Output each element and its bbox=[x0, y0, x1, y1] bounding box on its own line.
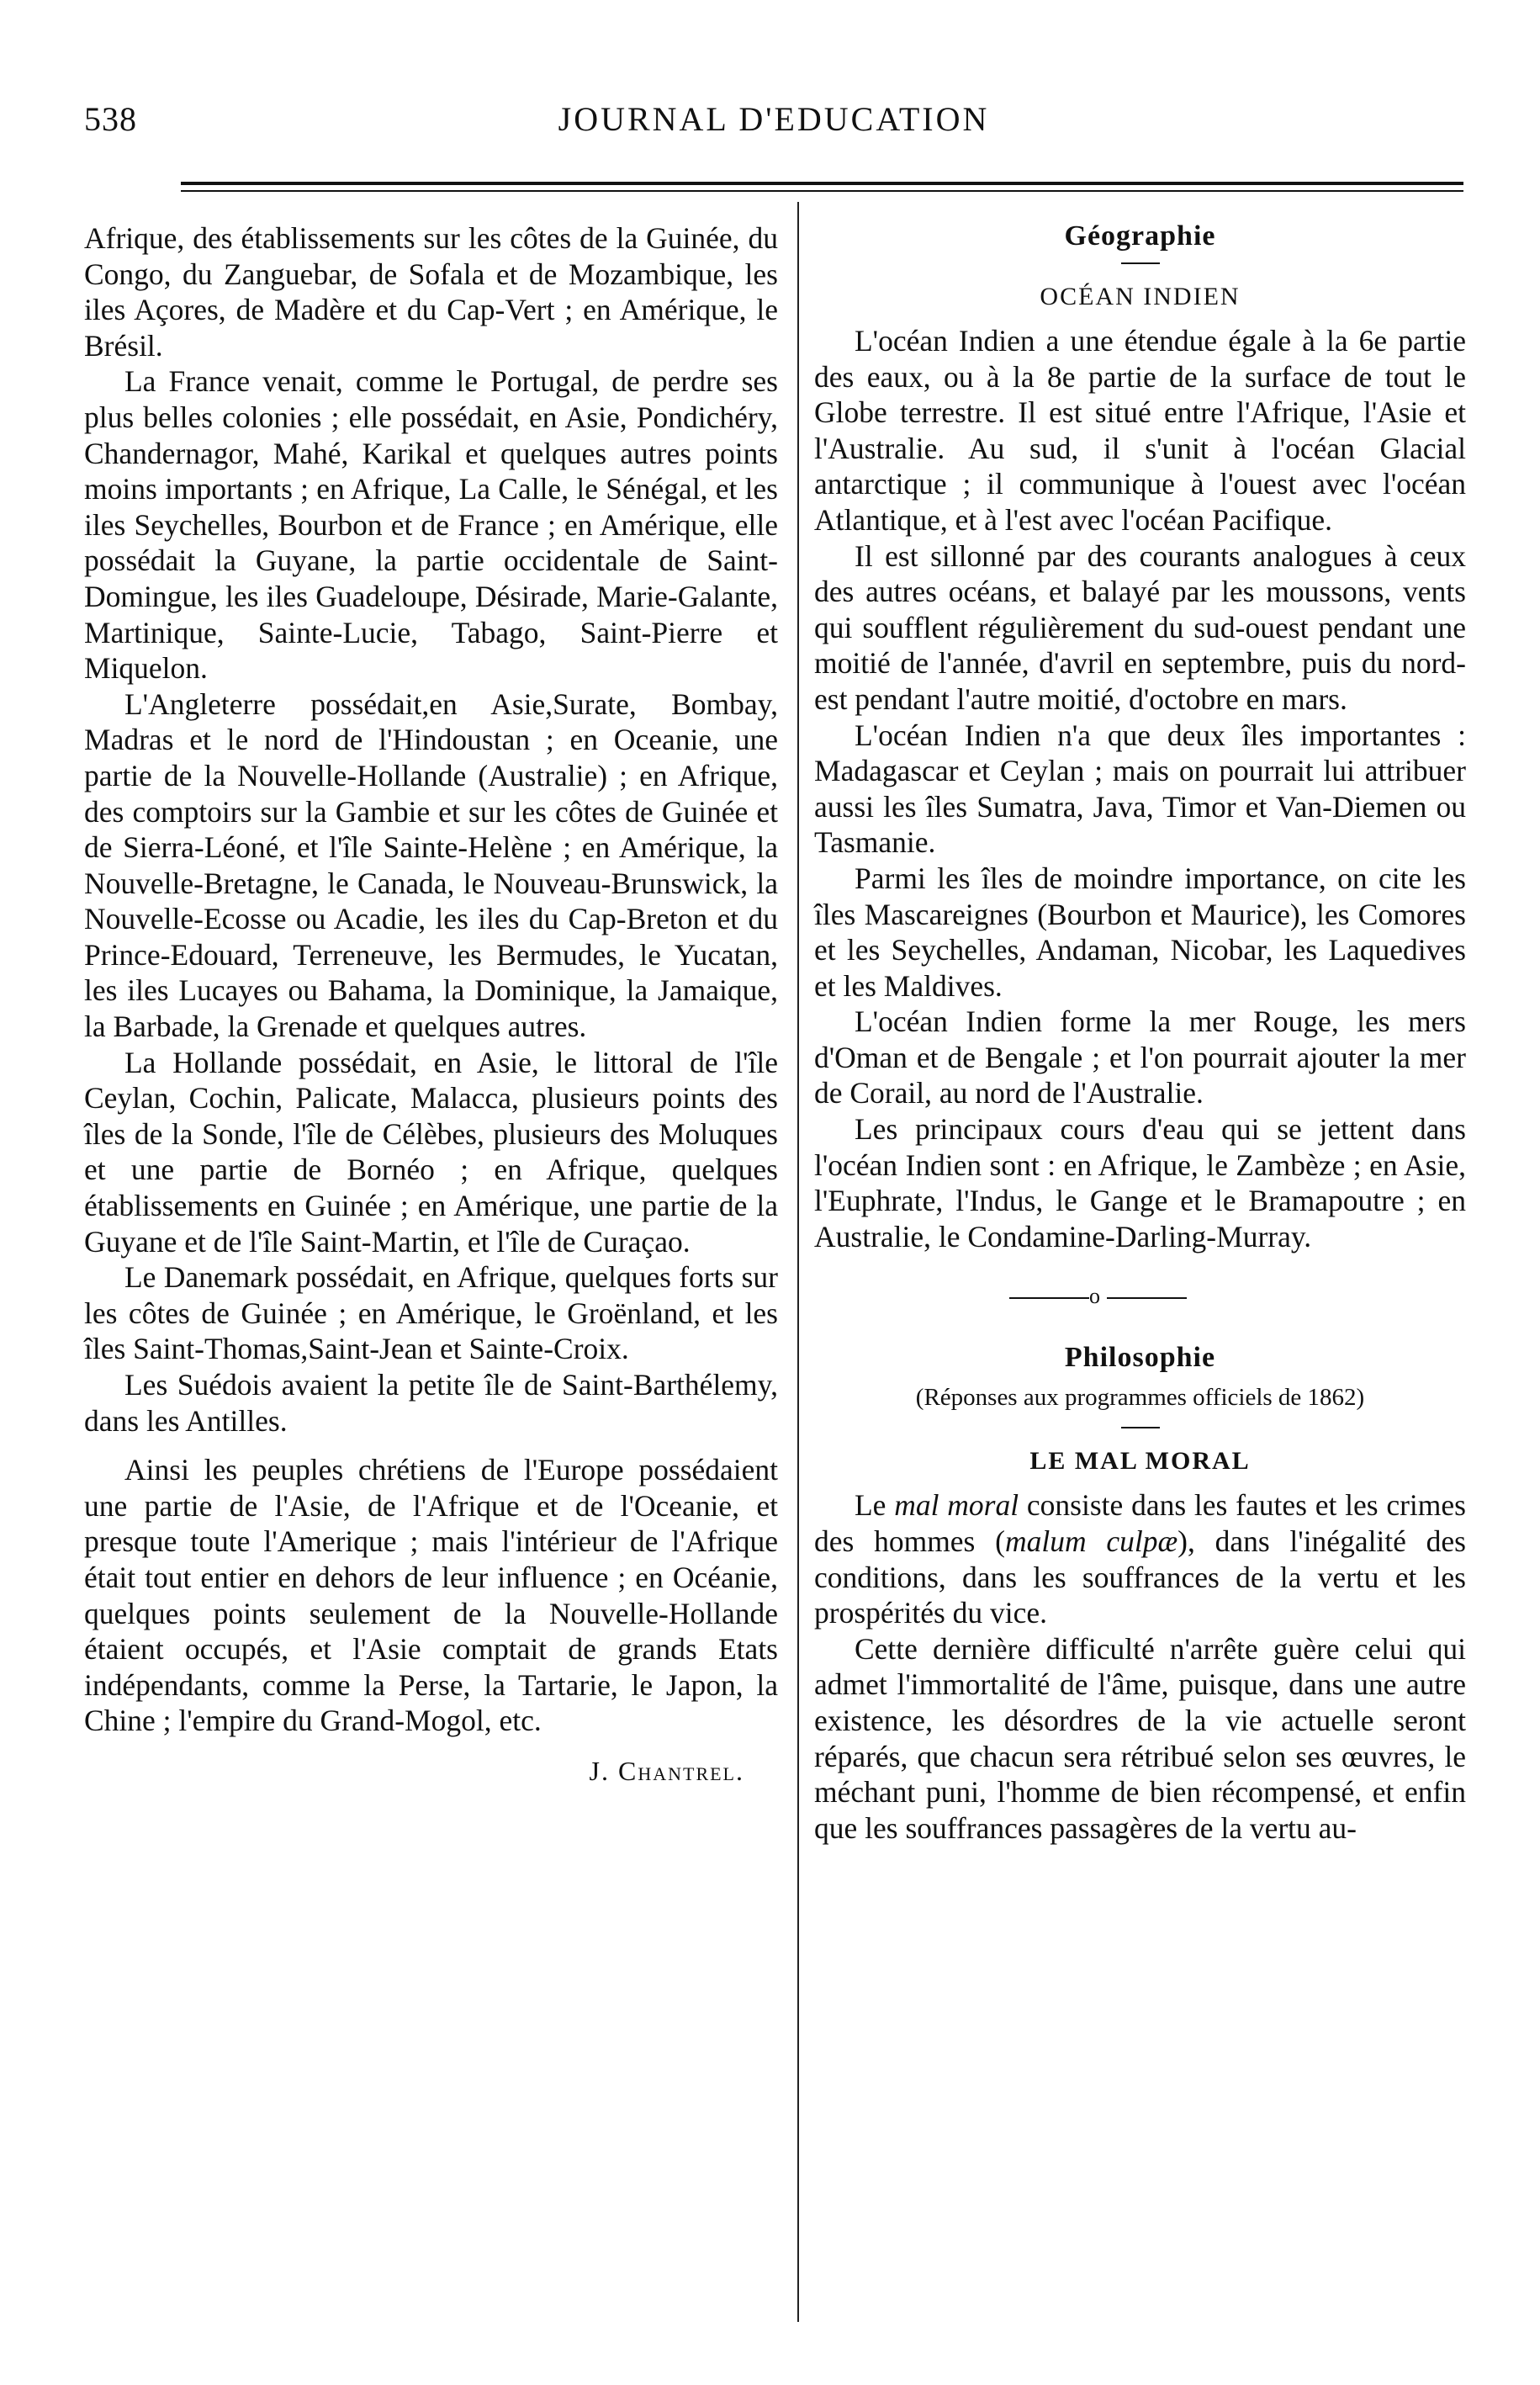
paragraph: Ainsi les peuples chrétiens de l'Europe possédaient une partie de l'Asie, de l'Afrique et de l'Oceanie, et presque toute l'Amerique ; mais l'intérieur de l'Afrique était tout entier en dehors de leur influence ; en Océanie, quelques points seulement de la Nouvelle-Hollande étaient occupés, et l'Asie comptait de grands Etats indépendants, comme la Perse, la Tartarie, le Japon, la Chine ; l'empire du Grand-Mogol, etc. bbox=[84, 1453, 778, 1738]
header-rule bbox=[181, 182, 1463, 185]
paragraph: Les principaux cours d'eau qui se jettent dans l'océan Indien sont : en Afrique, le Zambèze ; en Asie, l'Euphrate, l'Indus, le Gange et le Bramapoutre ; en Australie, le Condamine-Darling-Murray. bbox=[814, 1112, 1466, 1253]
italic-term: mal moral bbox=[894, 1488, 1019, 1523]
paragraph: L'Angleterre possédait,en Asie,Surate, Bombay, Madras et le nord de l'Hindoustan ; en Oceanie, une partie de la Nouvelle-Hollande (Australie) ; en Afrique, des comptoirs sur la Gambie et sur les côtes de Guinée et de Sierra-Léoné, et l'île Sainte-Helène ; en Amérique, la Nouvelle-Bretagne, le Canada, le Nouveau-Brunswick, la Nouvelle-Ecosse ou Acadie, les iles du Cap-Breton et du Prince-Edouard, Terreneuve, les Bermudes, le Yucatan, les iles Lucayes ou Bahama, la Dominique, la Jamaique, la Barbade, la Grenade et quelques autres. bbox=[84, 686, 778, 1044]
left-column bbox=[84, 220, 778, 1787]
paragraph: L'océan Indien n'a que deux îles importantes : Madagascar et Ceylan ; mais on pourrait lui attribuer aussi les îles Sumatra, Java, Timor et Van-Diemen ou Tasmanie. bbox=[814, 718, 1466, 860]
paragraph: Il est sillonné par des courants analogues à ceux des autres océans, et balayé par les moussons, vents qui soufflent régulièrement du sud-ouest pendant une moitié de l'année, d'avril en septembre, puis du nord-est pendant l'autre moitié, d'octobre en mars. bbox=[814, 538, 1466, 716]
paragraph: Cette dernière difficulté n'arrête guère celui qui admet l'immortalité de l'âme, puisque, dans une autre existence, les désordres de la vie actuelle seront réparés, que chacun sera rétribué selon ses œuvres, le méchant puni, l'homme de bien récompensé, et enfin que les souffrances passagères de la vertu au- bbox=[814, 1631, 1466, 1845]
section-separator bbox=[814, 1269, 1466, 1328]
paragraph bbox=[814, 1487, 1466, 1630]
paragraph: Parmi les îles de moindre importance, on cite les îles Mascareignes (Bourbon et Maurice), les Comores et les Seychelles, Andaman, Nicobar, les Laquedives et les Maldives. bbox=[814, 861, 1466, 1003]
italic-term: malum culpæ bbox=[1004, 1524, 1178, 1559]
paragraph: La Hollande possédait, en Asie, le littoral de l'île Ceylan, Cochin, Palicate, Malacca, plusieurs points des îles de la Sonde, l'île de Célèbes, plusieurs des Moluques et une partie de Bornéo ; en Afrique, quelques établissements en Guinée ; en Amérique, une partie de la Guyane et de l'île Saint-Martin, et l'île de Curaçao. bbox=[84, 1045, 778, 1259]
header-rule-thin bbox=[181, 190, 1463, 192]
paragraph-gap bbox=[84, 1439, 778, 1452]
philosophy-subheading: (Réponses aux programmes officiels de 1862) bbox=[915, 1384, 1365, 1412]
text-run: ), dans l'inégalité des conditions, dans les souffrances de la vertu et les prospérités du vice. bbox=[814, 1524, 1466, 1630]
philosophy-subtitle: LE MAL MORAL bbox=[1029, 1447, 1251, 1476]
separator-mark: o bbox=[1089, 1284, 1100, 1309]
geography-subtitle: OCÉAN INDIEN bbox=[1040, 283, 1241, 310]
paragraph: L'océan Indien forme la mer Rouge, les mers d'Oman et de Bengale ; et l'on pourrait ajouter la mer de Corail, au nord de l'Australie. bbox=[814, 1004, 1466, 1110]
right-column bbox=[814, 220, 1466, 1846]
author-signature: J. Chantrel. bbox=[589, 1755, 744, 1786]
column-divider bbox=[797, 202, 799, 2322]
section-title-philosophy: Philosophie bbox=[1064, 1342, 1216, 1374]
title-dash bbox=[1121, 1427, 1160, 1428]
separator-line bbox=[1107, 1297, 1187, 1299]
text-run: consiste dans les fautes et les crimes des hommes ( bbox=[814, 1488, 1466, 1559]
section-title-geography: Géographie bbox=[1064, 220, 1216, 252]
journal-title: JOURNAL D'EDUCATION bbox=[558, 100, 990, 138]
paragraph: Le Danemark possédait, en Afrique, quelques forts sur les côtes de Guinée ; en Amérique, le Groënland, et les îles Saint-Thomas,Saint-Jean et Sainte-Croix. bbox=[84, 1260, 778, 1366]
separator-line bbox=[1009, 1297, 1089, 1299]
paragraph: Les Suédois avaient la petite île de Saint-Barthélemy, dans les Antilles. bbox=[84, 1368, 778, 1438]
paragraph: La France venait, comme le Portugal, de perdre ses plus belles colonies ; elle possédait, en Asie, Pondichéry, Chandernagor, Mahé, Karikal et quelques autres points moins importants ; en Afrique, La Calle, le Sénégal, et les iles Seychelles, Bourbon et de France ; en Amérique, elle possédait la Guyane, la partie occidentale de Saint-Domingue, les iles Guadeloupe, Désirade, Marie-Galante, Martinique, Sainte-Lucie, Tabago, Saint-Pierre et Miquelon. bbox=[84, 364, 778, 686]
paragraph: Afrique, des établissements sur les côtes de la Guinée, du Congo, du Zanguebar, de Sofala et de Mozambique, les iles Açores, de Madère et du Cap-Vert ; en Amérique, le Brésil. bbox=[84, 221, 778, 363]
page-header bbox=[84, 99, 1463, 150]
text-run: Le bbox=[855, 1488, 895, 1523]
paragraph: L'océan Indien a une étendue égale à la 6e partie des eaux, ou à la 8e partie de la surface de tout le Globe terrestre. Il est situé entre l'Afrique, l'Asie et l'Australie. Au sud, il s'unit à l'océan Glacial antarctique ; il communique à l'ouest avec l'océan Atlantique, et à l'est avec l'océan Pacifique. bbox=[814, 324, 1466, 537]
title-dash bbox=[1121, 262, 1160, 264]
page-number: 538 bbox=[84, 100, 137, 138]
